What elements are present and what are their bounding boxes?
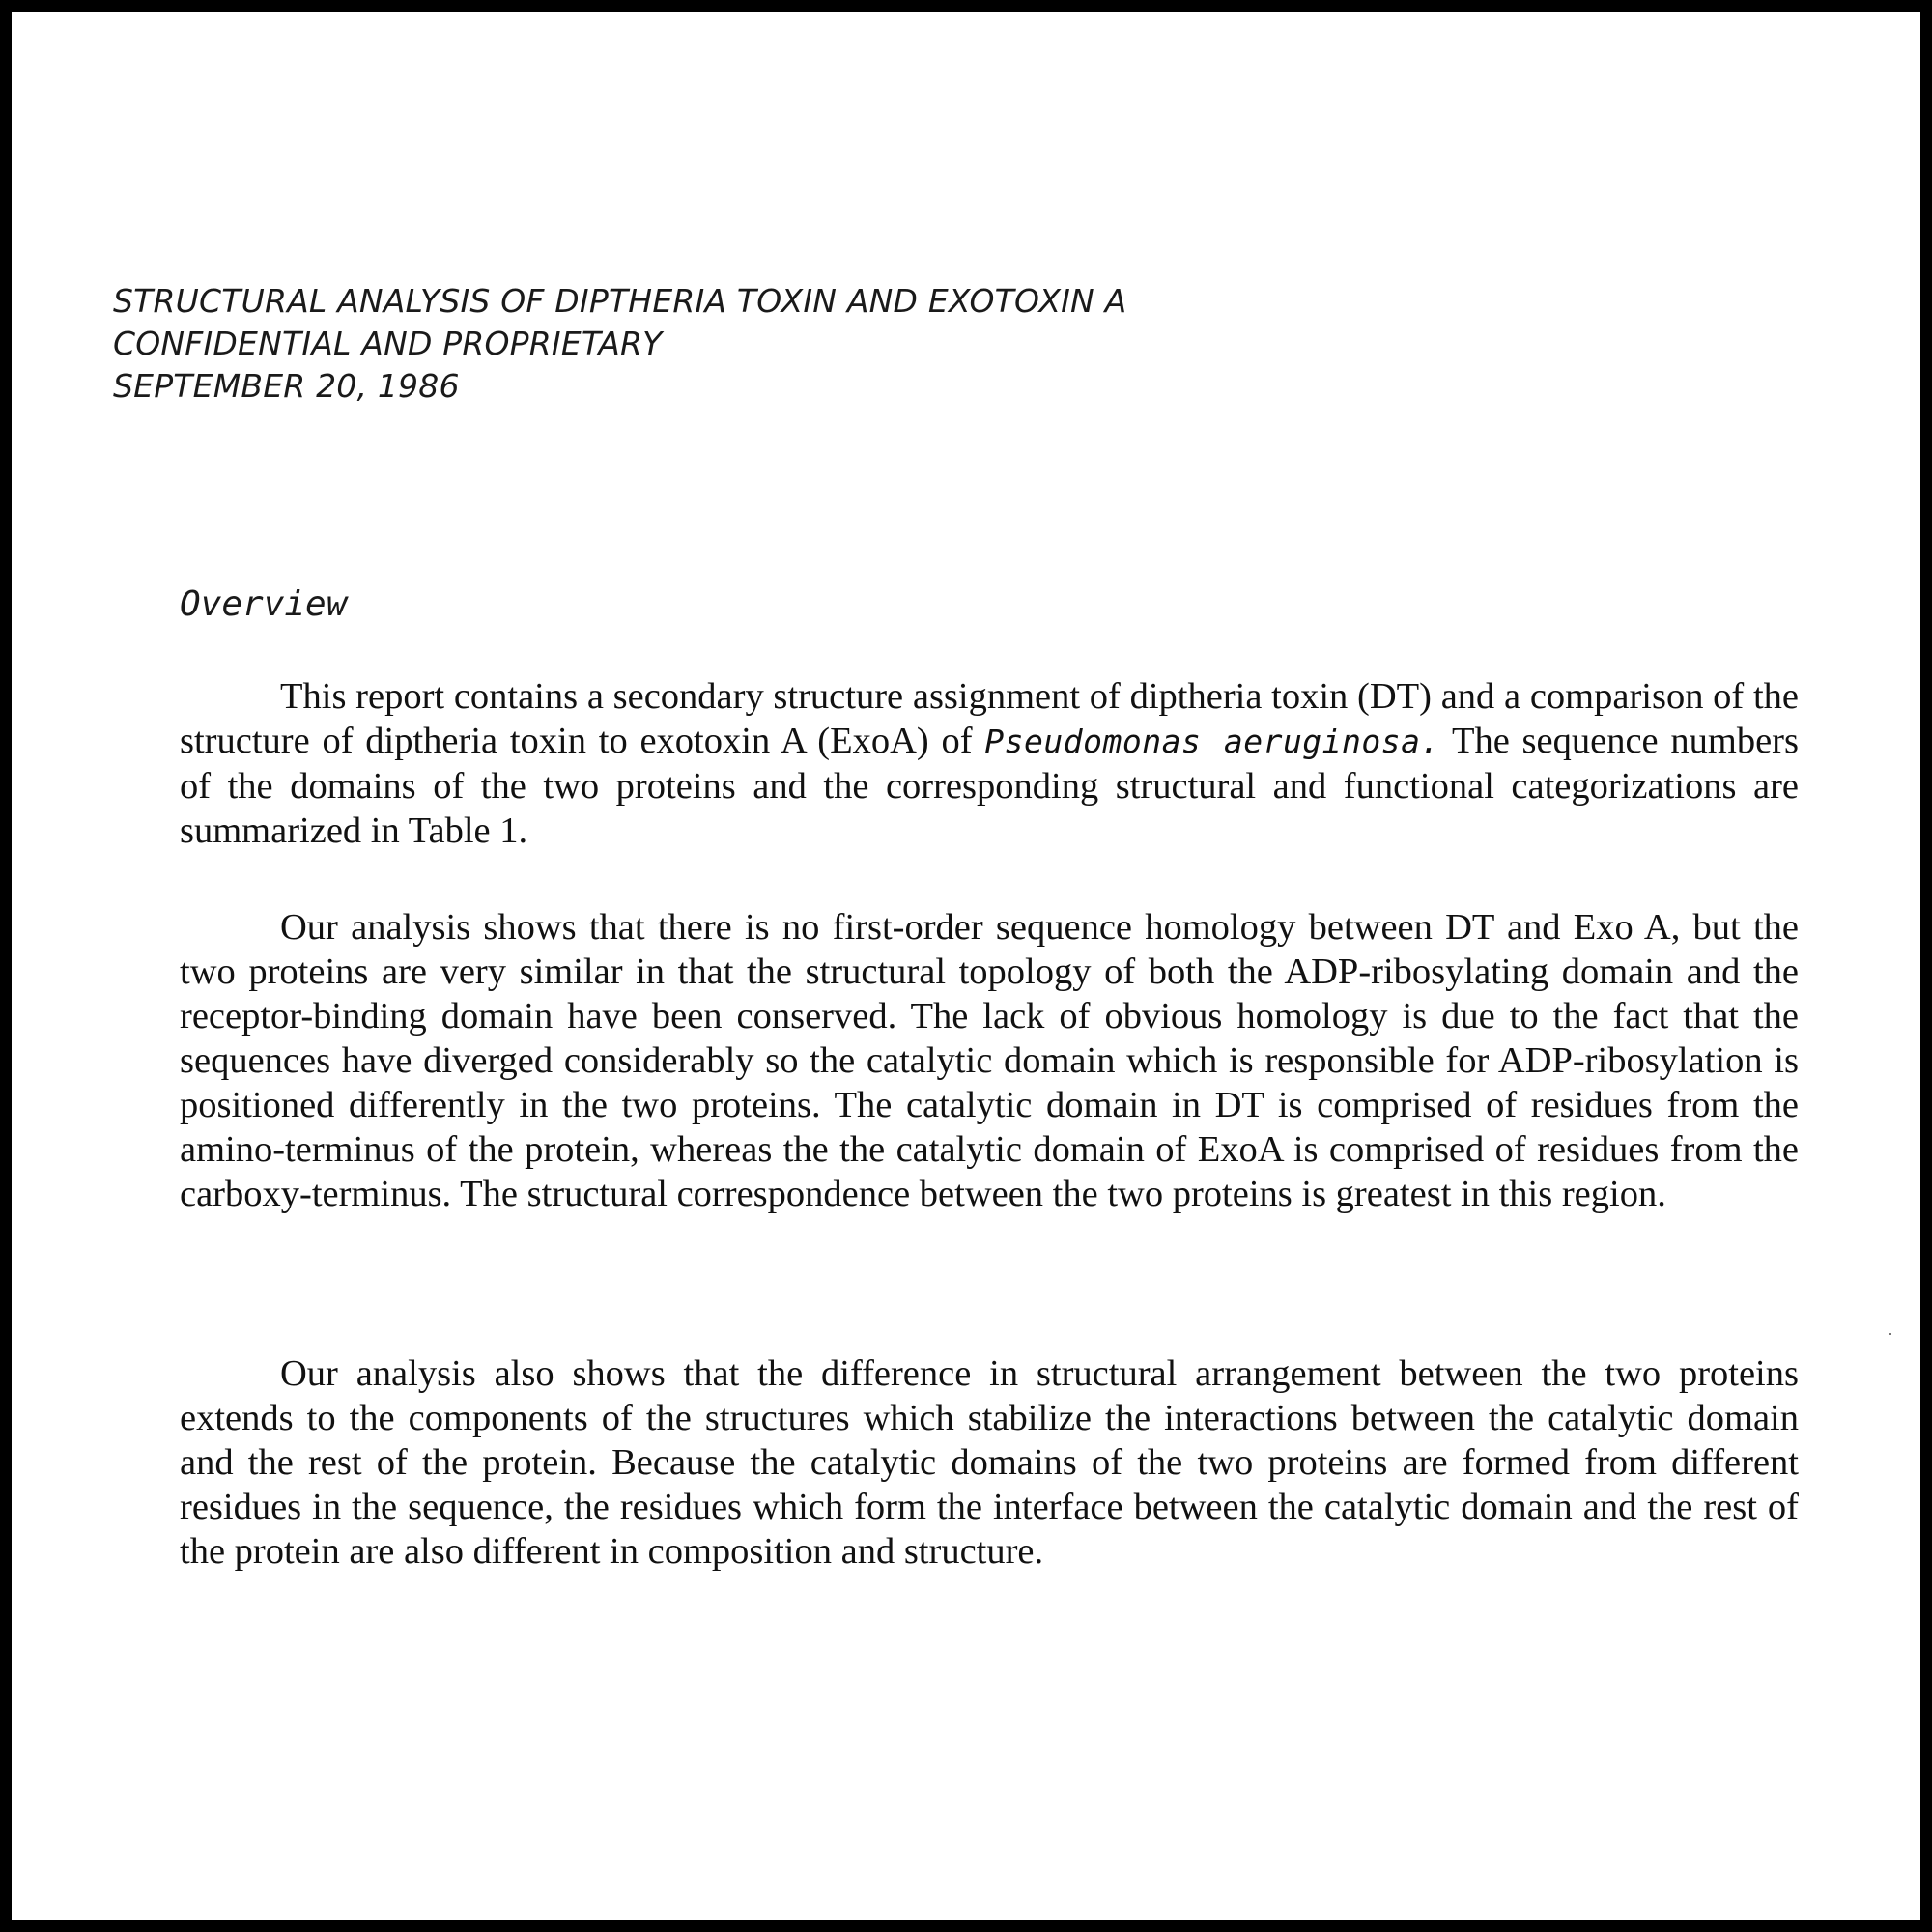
paragraph-intro — [180, 674, 1799, 853]
paragraph-intro-text-a: This report contains a secondary structure assignment of diptheria toxin (DT) and a comparison of the structure of diptheria toxin to exotoxin A (ExoA) of — [180, 676, 1799, 761]
paragraph-intro-text-b: The sequence numbers of the domains of the two proteins and the corresponding structural and functional categorizations are summarized in Table 1. — [180, 721, 1799, 851]
document-header — [113, 280, 1369, 408]
species-name: Pseudomonas aeruginosa. — [984, 723, 1440, 760]
document-title: STRUCTURAL ANALYSIS OF DIPTHERIA TOXIN AND EXOTOXIN A — [113, 282, 1127, 320]
scan-speck — [1889, 1333, 1891, 1335]
document-date: SEPTEMBER 20, 1986 — [113, 367, 460, 405]
section-heading-overview: Overview — [180, 584, 348, 624]
paragraph-homology: Our analysis shows that there is no first-order sequence homology between DT and Exo A, but the two proteins are very similar in that the structural topology of both the ADP-ribosylating domain and the receptor-binding domain have been conserved. The lack of obvious homology is due to the fact that the sequences have diverged considerably so the catalytic domain which is responsible for ADP-ribosylation is positioned differently in the two proteins. The catalytic domain in DT is comprised of residues from the amino-terminus of the protein, whereas the the catalytic domain of ExoA is comprised of residues from the carboxy-terminus. The structural correspondence between the two proteins is greatest in this region. — [180, 907, 1799, 1214]
confidentiality-notice: CONFIDENTIAL AND PROPRIETARY — [113, 325, 663, 362]
paragraph-interface: Our analysis also shows that the difference in structural arrangement between the two proteins extends to the components of the structures which stabilize the interactions between the catalytic domain and the rest of the protein. Because the catalytic domains of the two proteins are formed from different residues in the sequence, the residues which form the interface between the catalytic domain and the rest of the protein are also different in composition and structure. — [180, 1353, 1799, 1572]
document-page — [12, 12, 1920, 1920]
